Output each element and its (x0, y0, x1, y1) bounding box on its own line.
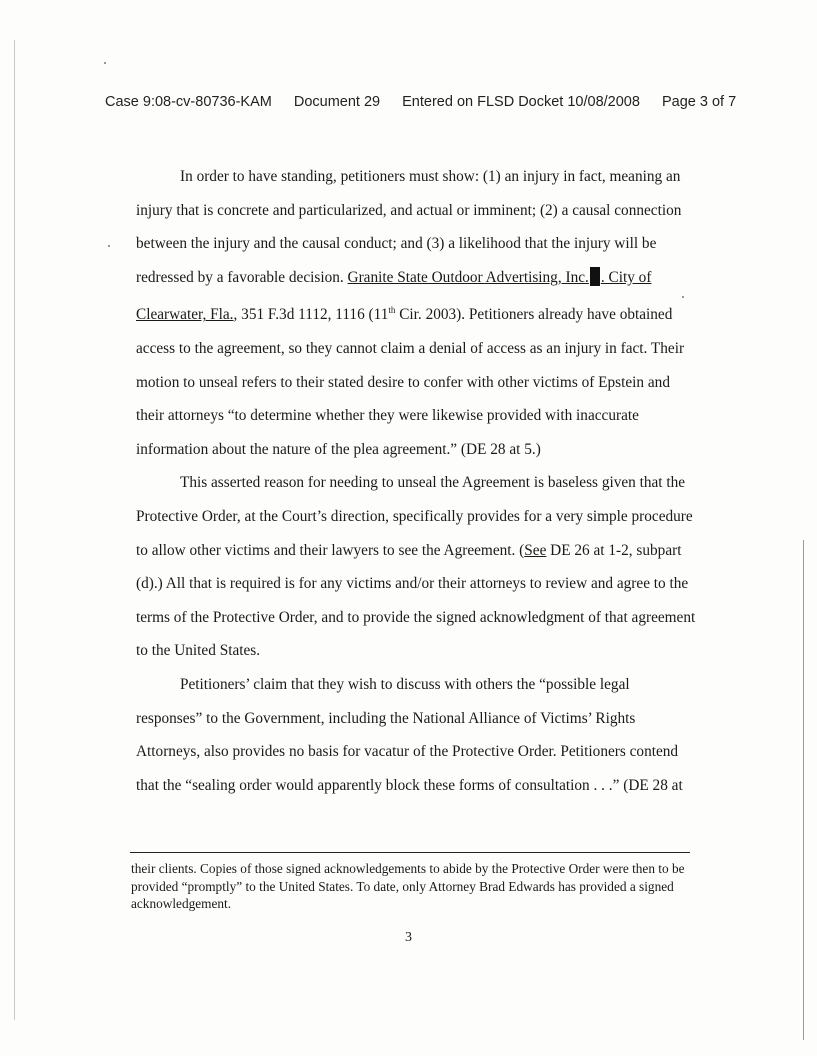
scan-edge-right (803, 540, 804, 1040)
scan-speck (104, 62, 106, 64)
case-citation-cont: . City of Clearwater, Fla. (136, 268, 652, 324)
document-body (136, 160, 698, 802)
paragraph-baseless: This asserted reason for needing to unseal the Agreement is baseless given that the Protective Order, at the Court’s direction, specifically provides for a very simple procedure to allow other victims and their lawyers to see the Agreement. (See DE 26 at 1-2, subpart (d).) All that is required is for any victims and/or their attorneys to review and agree to the terms of the Protective Order, and to provide the signed acknowledgment of that agreement to the United States. (136, 474, 696, 660)
case-citation: Granite State Outdoor Advertising, Inc. (347, 268, 589, 286)
scan-speck (108, 245, 110, 247)
case-number: Case 9:08-cv-80736-KAM (105, 94, 272, 110)
footnote (131, 860, 689, 913)
page-of: Page 3 of 7 (661, 94, 737, 110)
paragraph-standing: In order to have standing, petitioners must show: (1) an injury in fact, meaning an injury that is concrete and particularized, and actual or imminent; (2) a causal connection between the injury and the causal conduct; and (3) a likelihood that the injury will be redressed by a favorable decision. Granite State Outdoor Advertising, Inc. . City of Clearwater, Fla., 351 F.3d 1112, 1116 (11th Cir. 2003). Petitioners already have obtained access to the agreement, so they cannot claim a denial of access as an injury in fact. Their motion to unseal refers to their stated desire to confer with other victims of Epstein and their attorneys “to determine whether they were likewise provided with inaccurate information about the nature of the plea agreement.” (DE 28 at 5.) (136, 168, 685, 458)
page-number: 3 (405, 930, 412, 945)
footnote-divider (130, 852, 690, 853)
scan-edge-left (14, 40, 15, 1020)
footnote-text: their clients. Copies of those signed acknowledgements to abide by the Protective Order were then to be provided “promptly” to the United States. To date, only Attorney Brad Edwards has provided a signed acknowledgement. (131, 861, 685, 911)
docket-entry: Entered on FLSD Docket 10/08/2008 (402, 94, 640, 110)
see-signal: See (524, 541, 547, 559)
paragraph-consultation: Petitioners’ claim that they wish to discuss with others the “possible legal responses” to the Government, including the National Alliance of Victims’ Rights Attorneys, also provides no basis for vacatur of the Protective Order. Petitioners contend that the “sealing order would apparently block these forms of consultation . . .” (DE 28 at (136, 676, 683, 794)
document-number: Document 29 (293, 94, 381, 110)
docket-header (105, 94, 745, 110)
redaction-mark (590, 267, 600, 286)
